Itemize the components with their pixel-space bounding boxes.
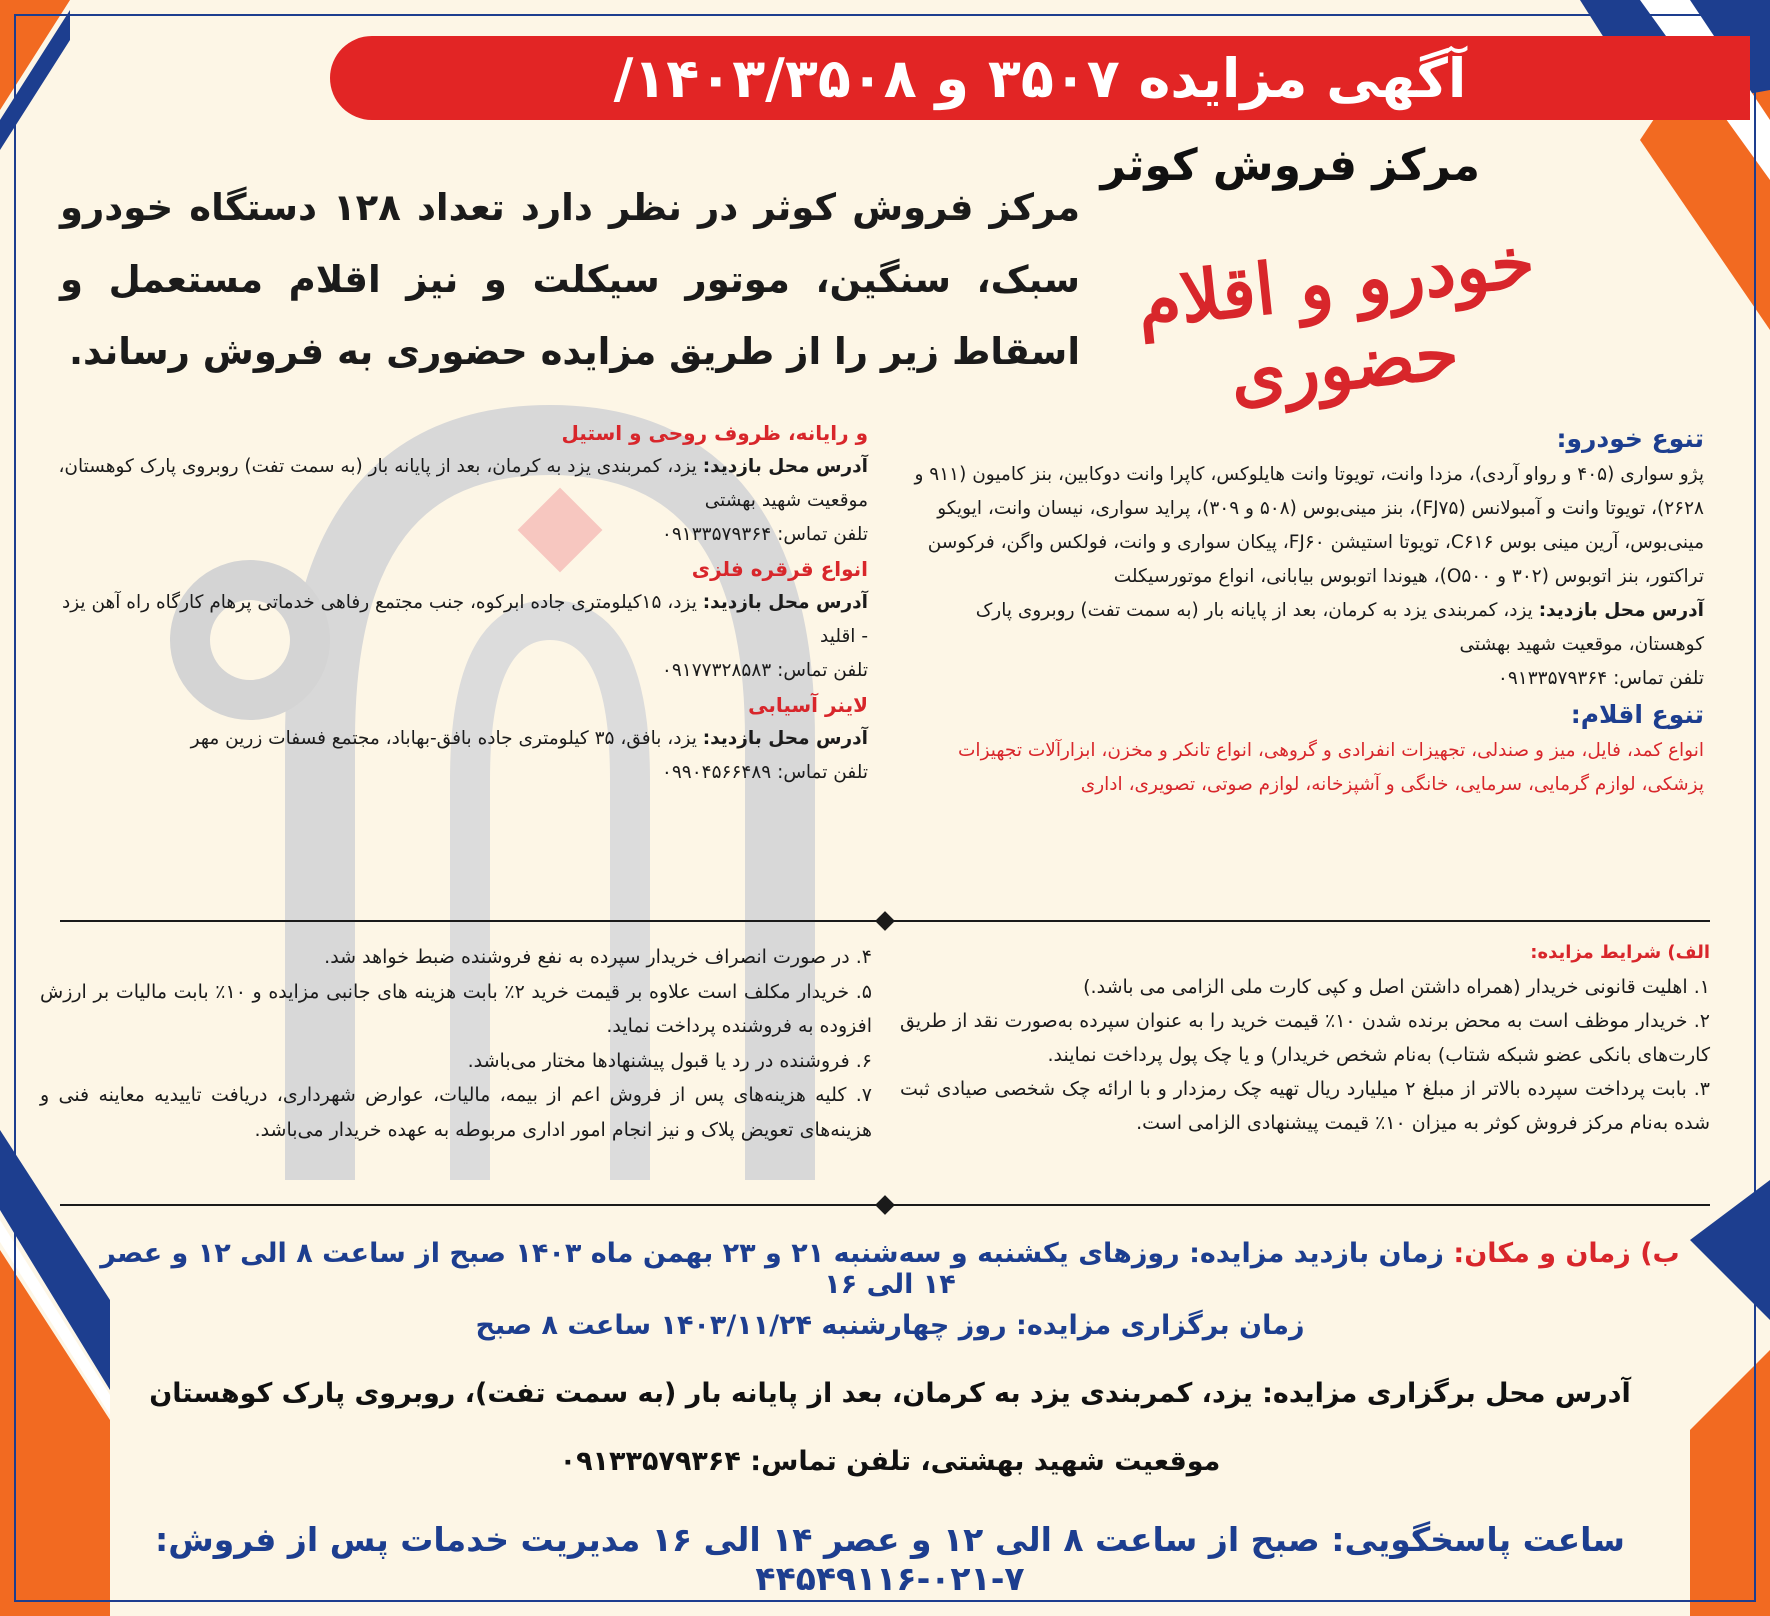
conditions-heading: الف) شرایط مزایده: (1530, 942, 1710, 963)
auction-address: آدرس محل برگزاری مزایده: یزد، کمربندی یزد به کرمان، بعد از پایانه بار (به سمت تفت)، روبروی پارک کوهستان (149, 1378, 1631, 1409)
conditions-right (900, 936, 1710, 1140)
visit-label: ب) زمان و مکان: (1453, 1238, 1680, 1269)
condition-2: ۲. خریدار موظف است به محض برنده شدن ۱۰٪ قیمت خرید را به عنوان سپرده به‌صورت نقد از طریق کارت‌های بانکی عضو شبکه شتاب) به‌نام شخص خریدار) و یا چک پول پرداخت نمایند. (900, 1010, 1711, 1066)
left-address-label-3: آدرس محل بازدید: (702, 728, 868, 749)
left-address-3: یزد، بافق، ۳۵ کیلومتری جاده بافق-بهاباد، مجتمع فسفات زرین مهر (190, 728, 697, 749)
left-phone-2: تلفن تماس: ۰۹۱۷۷۳۲۸۵۸۳ (661, 660, 868, 681)
conditions-left (40, 940, 872, 1147)
vehicles-address-label: آدرس محل بازدید: (1538, 600, 1704, 621)
auction-location-phone: موقعیت شهید بهشتی، تلفن تماس: ۰۹۱۳۳۵۷۹۳۶۴ (559, 1446, 1221, 1477)
corner-stripes-top-left (0, 0, 70, 160)
liner-heading: لاینر آسیابی (748, 693, 868, 717)
left-address-1: یزد، کمربندی یزد به کرمان، بعد از پایانه بار (به سمت تفت) روبروی پارک کوهستان، موقعیت شهید بهشتی (58, 456, 868, 511)
left-address-label-1: آدرس محل بازدید: (702, 456, 868, 477)
intro-text: مرکز فروش کوثر در نظر دارد تعداد ۱۲۸ دستگاه خودرو سبک، سنگین، موتور سیکلت و نیز اقلام مستعمل و اسقاط زیر را از طریق مزایده حضوری به فروش رساند. (60, 186, 1080, 373)
left-phone-3: تلفن تماس: ۰۹۹۰۴۵۶۶۴۸۹ (661, 762, 868, 783)
divider-top-ornament (875, 911, 895, 931)
brand-subtitle: خودرو و اقلام حضوری (1133, 219, 1539, 418)
visit-time-line (90, 1238, 1690, 1300)
visit-time: زمان بازدید مزایده: روزهای یکشنبه و سه‌شنبه ۲۱ و ۲۳ بهمن ماه ۱۴۰۳ صبح از ساعت ۸ الی ۱۲ و عصر ۱۴ الی ۱۶ (100, 1238, 1444, 1300)
vehicles-address: یزد، کمربندی یزد به کرمان، بعد از پایانه بار (به سمت تفت) روبروی پارک کوهستان، موقعیت شهید بهشتی (975, 600, 1704, 655)
left-section (58, 416, 868, 790)
items-continued: و رایانه، ظروف روحی و استیل (561, 421, 868, 445)
title: آگهی مزایده ۳۵۰۷ و ۱۴۰۳/۳۵۰۸/ (613, 46, 1467, 110)
items-heading: تنوع اقلام: (1570, 700, 1704, 729)
response-hours: ساعت پاسخگویی: صبح از ساعت ۸ الی ۱۲ و عصر ۱۴ الی ۱۶ مدیریت خدمات پس از فروش: ۷-۰۲۱-۴۴۵۴۹۱۱۶ (155, 1520, 1625, 1598)
vehicles-heading: تنوع خودرو: (1556, 424, 1704, 453)
vehicles-section (900, 420, 1704, 802)
metal-reels-heading: انواع قرقره فلزی (691, 557, 868, 581)
auction-time: زمان برگزاری مزایده: روز چهارشنبه ۱۴۰۳/۱۱/۲۴ ساعت ۸ صبح (475, 1310, 1305, 1341)
condition-6: ۶. فروشنده در رد یا قبول پیشنهادها مختار می‌باشد. (467, 1049, 872, 1072)
condition-7: ۷. کلیه هزینه‌های پس از فروش اعم از بیمه، مالیات، عوارض شهرداری، دریافت تاییدیه معاینه فنی و هزینه‌های تعویض پلاک و نیز انجام امور اداری مربوطه به عهده خریدار می‌باشد. (40, 1084, 872, 1141)
condition-1: ۱. اهلیت قانونی خریدار (همراه داشتن اصل و کپی کارت ملی الزامی می باشد.) (1083, 976, 1710, 998)
vehicles-phone: تلفن تماس: ۰۹۱۳۳۵۷۹۳۶۴ (1497, 668, 1704, 689)
items-list: انواع کمد، فایل، میز و صندلی، تجهیزات انفرادی و گروهی، انواع تانکر و مخزن، ابزارآلات تجهیزات پزشکی، لوازم گرمایی، سرمایی، خانگی و آشپزخانه، لوازم صوتی، تصویری، اداری (958, 740, 1704, 795)
corner-stripes-bottom-right (1690, 1180, 1770, 1616)
left-address-2: یزد، ۱۵کیلومتری جاده ابرکوه، جنب مجتمع رفاهی خدماتی پرهام کارگاه راه آهن یزد - اقلید (61, 592, 868, 647)
brand-name: مرکز فروش کوثر (1100, 140, 1480, 191)
condition-3: ۳. بابت پرداخت سپرده بالاتر از مبلغ ۲ میلیارد ریال تهیه چک رمزدار و با ارائه چک شخصی صیادی ثبت شده به‌نام مرکز فروش کوثر به میزان ۱۰٪ قیمت پیشنهادی الزامی است. (900, 1078, 1710, 1134)
left-phone-1: تلفن تماس: ۰۹۱۳۳۵۷۹۳۶۴ (661, 524, 868, 545)
vehicles-list: پژو سواری (۴۰۵ و رواو آردی)، مزدا وانت، تویوتا وانت هایلوکس، کاپرا وانت دوکابین، بنز کامیون (۹۱۱ و ۲۶۲۸)، تویوتا وانت و آمبولانس (FJ۷۵)، بنز مینی‌بوس (۵۰۸ و ۳۰۹)، پراید سواری، نیسان وانت، ایویکو مینی‌بوس، آرین مینی بوس C۶۱۶، تویوتا استیشن FJ۶۰، پیکان سواری و وانت، فولکس واگن، فرکوسن تراکتور، بنز اتوبوس (۳۰۲ و O۵۰۰)، هیوندا اتوبوس بیابانی، انواع موتورسیکلت (914, 464, 1704, 587)
left-address-label-2: آدرس محل بازدید: (702, 592, 868, 613)
divider-bottom-ornament (875, 1195, 895, 1215)
condition-4: ۴. در صورت انصراف خریدار سپرده به نفع فروشنده ضبط خواهد شد. (324, 946, 872, 968)
title-banner (330, 36, 1750, 120)
condition-5: ۵. خریدار مکلف است علاوه بر قیمت خرید ۲٪ بابت هزینه های جانبی مزایده و ۱۰٪ بابت مالیات بر ارزش افزوده به فروشنده پرداخت نماید. (40, 980, 872, 1037)
